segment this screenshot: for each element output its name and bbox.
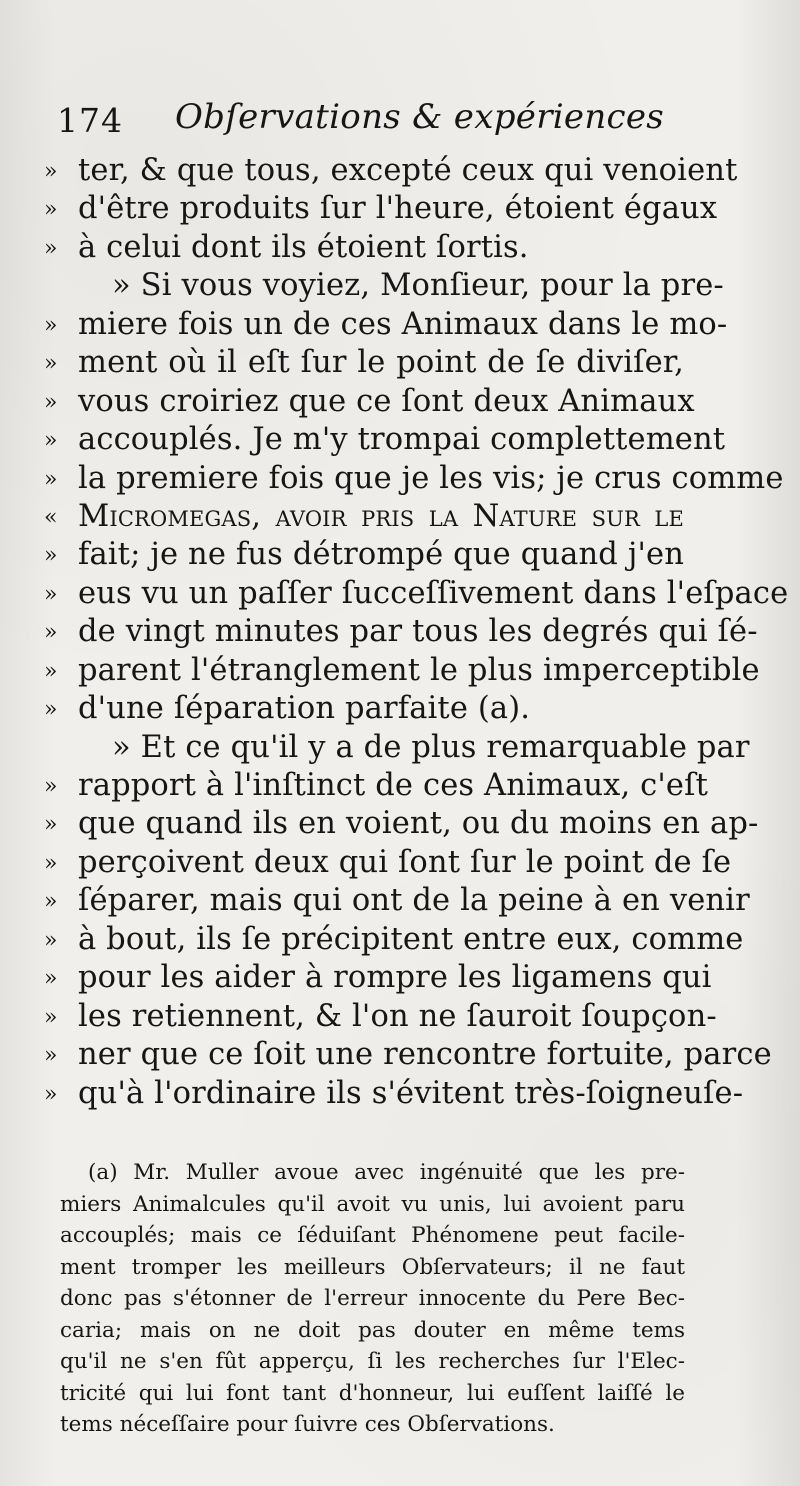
- quote-marker: »: [44, 620, 57, 646]
- quote-marker: »: [44, 159, 57, 184]
- line-text: de vingt minutes par tous les degrés qui ſé-: [78, 614, 758, 650]
- line-text: ſéparer, mais qui ont de la peine à en venir: [78, 883, 750, 919]
- text-line: [44, 652, 760, 690]
- quote-marker: »: [44, 812, 57, 838]
- quote-marker: »: [44, 774, 57, 799]
- page-number: 174: [57, 101, 123, 140]
- quote-marker: »: [44, 197, 57, 223]
- line-text: les retiennent, & l'on ne ſauroit ſoupçon-: [78, 998, 717, 1034]
- text-line: [44, 613, 758, 651]
- text-line: [44, 344, 684, 382]
- line-text: vous croiriez que ce ſont deux Animaux: [78, 383, 695, 419]
- footnote-line: ment tromper les meilleurs Obſervateurs; il ne faut: [60, 1254, 685, 1280]
- quote-marker: »: [44, 966, 57, 992]
- line-text: ter, & que tous, excepté ceux qui venoient: [78, 153, 738, 188]
- quote-marker: »: [44, 466, 57, 492]
- line-text: perçoivent deux qui ſont ſur le point de ſe: [78, 844, 732, 880]
- line-text: Micromegas, avoir pris la Nature ſur le: [78, 498, 684, 534]
- footnote-line: tems néceſſaire pour ſuivre ces Obſervations.: [60, 1412, 555, 1437]
- text-line: [44, 767, 708, 805]
- text-line: [44, 805, 759, 843]
- text-line: [44, 460, 784, 498]
- text-line: [44, 267, 724, 305]
- text-line: [44, 959, 712, 997]
- footnote-line: caria; mais on ne doit pas douter en même tems: [60, 1317, 685, 1343]
- text-line: [44, 536, 684, 574]
- quote-marker: »: [44, 1081, 57, 1107]
- text-line: [44, 998, 717, 1036]
- line-text: parent l'étranglement le plus imperceptible: [78, 652, 760, 688]
- text-line: [44, 729, 750, 767]
- text-line: [44, 1036, 772, 1074]
- quote-marker: »: [44, 428, 57, 454]
- text-line: [44, 421, 726, 459]
- text-line: [44, 190, 718, 228]
- text-line: [44, 306, 728, 344]
- line-text: ner que ce ſoit une rencontre fortuite, parce: [78, 1037, 772, 1073]
- line-text: ment où il eſt ſur le point de ſe diviſer,: [78, 345, 684, 381]
- line-text: accouplés. Je m'y trompai complettement: [78, 422, 726, 458]
- text-line: [44, 690, 684, 728]
- quote-marker: »: [44, 351, 57, 377]
- text-line: [44, 921, 744, 959]
- footnote-line: donc pas s'étonner de l'erreur innocente du Pere Bec-: [60, 1286, 685, 1311]
- quote-marker: »: [44, 850, 57, 876]
- text-line: [44, 844, 732, 882]
- line-text: d'être produits ſur l'heure, étoient égaux: [78, 191, 718, 227]
- quote-marker: »: [44, 697, 57, 723]
- quote-marker: »: [44, 658, 57, 684]
- line-text: miere fois un de ces Animaux dans le mo-: [78, 306, 728, 342]
- page-header: [57, 95, 737, 155]
- quote-marker: »: [44, 1043, 57, 1069]
- quote-marker: »: [44, 927, 57, 953]
- line-text: eus vu un paſſer ſucceſſivement dans l'eſpace: [78, 575, 789, 611]
- text-line: [44, 498, 684, 536]
- line-text: à celui dont ils étoient ſortis.: [78, 229, 529, 265]
- footnote-line: qu'il ne s'en fût apperçu, ſi les recherches ſur l'Elec-: [60, 1349, 685, 1374]
- footnote-line: accouplés; mais ce ſéduiſant Phénomene peut facile-: [60, 1223, 685, 1248]
- line-text: » Si vous voyiez, Monſieur, pour la pre-: [112, 268, 724, 304]
- line-text: rapport à l'inſtinct de ces Animaux, c'eſt: [78, 768, 708, 803]
- text-line: [44, 229, 684, 267]
- quote-marker: »: [44, 1004, 57, 1030]
- quote-marker: «: [44, 504, 57, 530]
- quote-marker: »: [44, 581, 57, 607]
- quote-marker: »: [44, 235, 57, 261]
- text-line: [44, 575, 789, 613]
- line-text: pour les aider à rompre les ligamens qui: [78, 960, 712, 996]
- line-text: d'une ſéparation parfaite (a).: [78, 691, 531, 727]
- footnote-line: tricité qui lui font tant d'honneur, lui euſſent laiſſé le: [60, 1380, 685, 1406]
- line-text: que quand ils en voient, ou du moins en ap-: [78, 806, 759, 842]
- line-text: » Et ce qu'il y a de plus remarquable par: [112, 729, 750, 765]
- main-text: [44, 152, 789, 1113]
- quote-marker: »: [44, 312, 57, 338]
- quote-marker: »: [44, 389, 57, 415]
- footnote-line: miers Animalcules qu'il avoit vu unis, lui avoient paru: [60, 1191, 685, 1217]
- footnote-line: (a) Mr. Muller avoue avec ingénuité que les pre-: [88, 1160, 685, 1185]
- line-text: qu'à l'ordinaire ils s'évitent très-ſoigneuſe-: [78, 1075, 744, 1111]
- line-text: fait; je ne fus détrompé que quand j'en: [78, 537, 684, 573]
- line-text: la premiere fois que je les vis; je crus comme: [78, 460, 784, 496]
- line-text: à bout, ils ſe précipitent entre eux, comme: [78, 921, 744, 957]
- running-title: Obſervations & expériences: [175, 97, 665, 137]
- quote-marker: »: [44, 543, 57, 569]
- text-line: [44, 152, 738, 190]
- text-line: [44, 1075, 744, 1113]
- text-line: [44, 882, 750, 920]
- footnote: [60, 1157, 685, 1441]
- quote-marker: »: [44, 889, 57, 915]
- text-line: [44, 383, 695, 421]
